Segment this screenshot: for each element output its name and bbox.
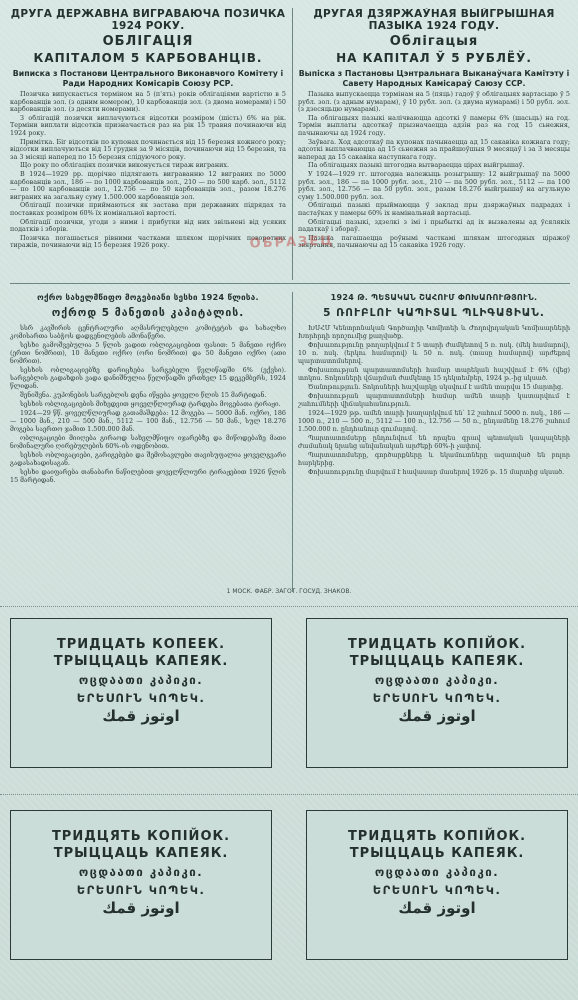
armenian-paragraph: Պարտատոմսերը, գործարքները և եկամուտները ազատված են բոլոր հարկերից. bbox=[298, 451, 570, 467]
georgian-terms bbox=[10, 324, 286, 484]
armenian-section bbox=[298, 292, 570, 592]
coupon-turkic: اوتوز قمك bbox=[102, 707, 180, 725]
georgian-paragraph: სესხი დაიფარება თანაბარი ნაწილებით ყოველწლიური ტირაჟებით 1926 წლის 15 მარტიდან. bbox=[10, 468, 286, 484]
armenian-title: 1924 Թ. ՊԵՏԱԿԱՆ ՇԱՀՈՒՄ ՓՈԽԱՌՈՒԹՅՈՒՆ. bbox=[330, 293, 538, 302]
georgian-paragraph: სესხი გამოშვებულია 5 წლის ვადით ობლიგაციებით ფასით: 5 მანეთი ოქრო (ერთი ნომრით), 10 მანეთი ოქრო (ორი ნომრით) და 50 მანეთი ოქრო (ათი ნომრით). bbox=[10, 341, 286, 365]
ukrainian-terms bbox=[10, 91, 286, 250]
specimen-stamp: ОБРАЗЕЦ bbox=[249, 233, 335, 252]
coupon-belarusian: ТРЫЦЦАЦЬ КАПЕЯК. bbox=[53, 654, 229, 669]
armenian-paragraph: Պարտատոմսերը ընդունվում են որպես գրավ պետական կապալների ժամանակ նրանց անվանական արժեքի 60%-ի չափով. bbox=[298, 434, 570, 450]
coupon-armenian: ԵՐԵՍՈՒՆ ԿՈՊԵԿ. bbox=[372, 883, 502, 897]
georgian-section bbox=[10, 292, 286, 592]
ukrainian-paragraph: Облігації позички, угоди з ними і прибутки від них звільнені від усяких податків і зборів. bbox=[10, 217, 286, 234]
georgian-paragraph: სესხის ობლიგაციები, გარიგებები და შემოსავლები თავისუფალია ყოველგვარი გადასახადისაგან. bbox=[10, 451, 286, 467]
coupon-ukrainian: ТРИДЦЯТЬ КОПІЙОК. bbox=[51, 829, 231, 844]
armenian-paragraph: Փոխառությունը թողարկվում է 5 տարի ժամկետով 5 ռ. ոսկ. (մեկ համարով), 10 ռ. ոսկ. (երկու համարով) և 50 ռ. ոսկ. (տասը համարով) արժեքով պարտատոմսերով. bbox=[298, 341, 570, 365]
coupon bbox=[10, 618, 272, 768]
coupon bbox=[10, 810, 272, 960]
ukrainian-title: ДРУГА ДЕРЖАВНА ВИГРАВАЮЧА ПОЗИЧКА 1924 РОКУ. bbox=[10, 8, 286, 32]
coupon-armenian: ԵՐԵՍՈՒՆ ԿՈՊԵԿ. bbox=[76, 691, 206, 705]
coupon-ukrainian: ТРИДЦЯТЬ КОПІЙОК. bbox=[347, 829, 527, 844]
perforation-line bbox=[0, 606, 578, 608]
georgian-amount: ოქროდ 5 მანეთის კაპიტალის. bbox=[51, 307, 245, 319]
ukrainian-paragraph: Що року по облігаціях позички виконується тираж виграних. bbox=[20, 161, 229, 170]
ukrainian-paragraph: З облігацій позички виплачуються відсотки розміром (шість) 6% на рік. Терміни виплати відсотків призначається раз на рік 15 травня починаючи від 1924 року. bbox=[10, 113, 286, 137]
ukrainian-amount: КАПІТАЛОМ 5 КАРБОВАНЦІВ. bbox=[33, 51, 263, 65]
belarusian-paragraph: Пазыка выпускаецца тэрмінам на 5 (пяць) гадоў ў облігацыях вартасьцю ў 5 рубл. зол. (з адным нумарам), ў 10 рубл. зол. (з двума нумарамі) і 50 рубл. зол. (з дзесяцьцю нумарамі). bbox=[298, 90, 570, 114]
ukrainian-paragraph: В 1924—1929 рр. щорічно підлягають виграванню 12 виграних по 5000 карбованців зол., 186 — по 1000 карбованців зол., 210 — по 500 карб. зол., 5112 — по 100 карбованців зол., 12.756 — по 50 карбованців зол., разом 18.276 виграних на загальну суму 1.500.000 карбованців зол. bbox=[10, 169, 286, 201]
belarusian-paragraph: Пазыка пагашаецца роўнымі часткамі шляхам штогодных ціражоў звяртання, пачынаючы ад 15 сакавіка 1926 году. bbox=[298, 233, 570, 250]
ukrainian-paragraph: Примітка. Біг відсотків по купонах починається від 15 березня кожного року; відсотки виплачуються від 15 грудня за 9 місяців, починаючи від 15 березня, та за 3 місяці наперед по 15 березня слідуючого року. bbox=[10, 137, 286, 161]
georgian-paragraph: სსრ კავშირის ცენტრალური აღმასრულებელი კომიტეტის და სახალხო კომისართა საბჭოს დადგენილების ამონაწერი. bbox=[10, 324, 286, 340]
coupon-georgian: ოცდაათი კაპიკი. bbox=[374, 673, 500, 687]
coupon-russian: ТРИДЦАТЬ КОПІЙОК. bbox=[347, 637, 527, 652]
georgian-paragraph: შენიშვნა. კუპონების სარგებლის დენა იწყება ყოველი წლის 15 მარტიდან. bbox=[20, 391, 267, 399]
belarusian-paragraph: Па облігацыях пазыкі штогодна вытвараецца цірах выйгрышаў. bbox=[308, 161, 525, 170]
coupon-turkic: اوتوز قمك bbox=[398, 707, 476, 725]
ukrainian-paragraph: Облігації позички приймаються як застава при державних підрядах та поставках розміром 60% їх номінальної вартості. bbox=[10, 201, 286, 217]
georgian-paragraph: 1924—29 წწ. ყოველწლიურად გათამაშდება: 12 მოგება — 5000 მან. ოქრო, 186 — 1000 მან., 210 — 500 მან., 5112 — 100 მან., 12.756 — 50 მან., სულ 18.276 მოგება საერთო ჯამით 1.500.000 მან. bbox=[10, 409, 286, 433]
coupon-turkic: اوتوز قمك bbox=[102, 899, 180, 917]
armenian-paragraph: Փոխառության պարտատոմսերի համար ամեն տարի կատարվում է շահումների վիճակահանություն. bbox=[298, 392, 570, 408]
armenian-paragraph: Ծանոթություն. Տոկոսների հաշվարկը սկսվում է ամեն տարվա 15 մարտից. bbox=[308, 383, 564, 391]
georgian-paragraph: ობლიგაციები მიიღება გირაოდ სახელმწიფო იჯარებზე და მიწოდებაზე მათი ნომინალური ღირებულების 60%-ის ოდენობით. bbox=[10, 434, 286, 450]
coupon-georgian: ოცდაათი კაპიკი. bbox=[374, 865, 500, 879]
belarusian-title: ДРУГАЯ ДЗЯРЖАЎНАЯ ВЫЙГРЫШНАЯ ПАЗЫКА 1924 ГОДУ. bbox=[313, 8, 555, 32]
coupon-georgian: ოცდაათი კაპიკი. bbox=[78, 673, 204, 687]
coupon-armenian: ԵՐԵՍՈՒՆ ԿՈՊԵԿ. bbox=[372, 691, 502, 705]
armenian-paragraph: ԽՍՀՄ Կենտրոնական Գործադիր Կոմիտեի և Ժողովրդական Կոմիսարների Խորհրդի որոշումից քաղվածք. bbox=[298, 324, 570, 340]
section-divider bbox=[10, 283, 570, 284]
coupon-georgian: ოცდაათი კაპიკი. bbox=[78, 865, 204, 879]
coupon-belarusian: ТРЫЦЦАЦЬ КАПЕЯК. bbox=[53, 846, 229, 861]
belarusian-terms bbox=[298, 91, 570, 250]
georgian-paragraph: სესხის ობლიგაციების მიხედვით ყოველწლიურად ტარდება მოგებათა ტირაჟი. bbox=[20, 400, 281, 408]
ukrainian-extract: Виписка з Постанови Центрального Виконавчого Комітету і Ради Народних Комісарів Союзу РСР. bbox=[12, 69, 284, 88]
armenian-paragraph: Փոխառության պարտատոմսերի համար տարեկան հաշվվում է 6% (վեց) տոկոս. Տոկոսների վճարման ժամկետը 15 դեկտեմբեր, 1924 թ.-ից սկսած. bbox=[298, 366, 570, 382]
ukrainian-paragraph: Позичка погашається рівними частками шляхом щорічних поворотних тиражів, починаючи від 15 березня 1926 року. bbox=[10, 233, 286, 250]
ukrainian-paragraph: Позичка випускається терміном на 5 (п'ять) років облігаціями вартістю в 5 карбованців зол. (з одним номером), 10 карбованців зол. (з двома номерами) і 50 карбованців зол. (з десяти номерами). bbox=[10, 90, 286, 114]
column-divider bbox=[292, 292, 293, 592]
armenian-terms bbox=[298, 324, 570, 476]
coupon-belarusian: ТРЫЦЦАЦЬ КАПЕЯК. bbox=[349, 654, 525, 669]
coupon-russian: ТРИДЦАТЬ КОПЕЕК. bbox=[56, 637, 226, 652]
belarusian-subtitle: Облігацыя bbox=[389, 34, 479, 49]
perforation-line bbox=[0, 794, 578, 796]
ukrainian-subtitle: ОБЛІГАЦІЯ bbox=[102, 34, 194, 49]
georgian-title: ოქრო სახელმწიფო მოგებიანი სესხი 1924 წლისა. bbox=[37, 293, 259, 302]
coupon bbox=[306, 618, 568, 768]
coupon-turkic: اوتوز قمك bbox=[398, 899, 476, 917]
armenian-amount: 5 ՌՈՒԲԼՈՒ ԿԱՊԻՏԱԼ ՊԼԻԳԱՑԻԱՆ. bbox=[323, 307, 545, 319]
printer-imprint: 1 МОСК. ФАБР. ЗАГОТ. ГОСУД. ЗНАКОВ. bbox=[226, 588, 352, 595]
coupon bbox=[306, 810, 568, 960]
coupon-belarusian: ТРЫЦЦАЦЬ КАПЕЯК. bbox=[349, 846, 525, 861]
armenian-paragraph: 1924—1929 թթ. ամեն տարի խաղարկվում են՝ 12 շահում 5000 ռ. ոսկ., 186 — 1000 ռ., 210 — 500 ռ., 5112 — 100 ռ., 12.756 — 50 ռ., ընդամենը 18.276 շահում 1.500.000 ռ. ընդհանուր գումարով. bbox=[298, 409, 570, 433]
georgian-paragraph: სესხის ობლიგაციებზე დარიცხება სარგებელი წელიწადში 6% (ექვსი). სარგებლის გადახდის ვადა დანიშნულია წელიწადში ერთხელ 15 დეკემბერს, 1924 წლიდან. bbox=[10, 366, 286, 390]
belarusian-paragraph: Облігацыі пазыкі, здзелкі з імі і прыбыткі ад іх вызвалены ад ўсялякіх падаткаў і збораў. bbox=[298, 217, 570, 234]
belarusian-paragraph: Облігацыі пазыкі прыймаюцца ў заклад пры дзяржаўных падрадах і пастаўках у памеры 60% іх намінальнай вартасьці. bbox=[298, 201, 570, 217]
belarusian-paragraph: Заўвага. Ход адсоткаў па купонах пачынаецца ад 15 сакавіка кожнага году; адсоткі выплачваюцца ад 15 сьнежня за прайшоўшыя 9 месяцаў і за 3 месяцы наперад да 15 сакавіка наступнага году. bbox=[298, 137, 570, 161]
armenian-paragraph: Փոխառությունը մարվում է հավասար մասերով 1926 թ. 15 մարտից սկսած. bbox=[308, 468, 565, 476]
belarusian-paragraph: Па облігацыях пазыкі налічваюцца адсоткі ў памеры 6% (шасьць) на год. Тэрмін выплаты адсоткаў прызначаецца адзін раз на год 15 сьнежня, пачынаючы ад 1924 году. bbox=[298, 113, 570, 137]
belarusian-amount: НА КАПІТАЛ Ў 5 РУБЛЁЎ. bbox=[336, 51, 532, 65]
belarusian-extract: Выпіска з Пастановы Цэнтральнага Выканаўчага Камітэту і Савету Народных Камісараў Саюзу ССР. bbox=[298, 69, 570, 88]
belarusian-paragraph: У 1924—1929 гг. штогодна належыць розыгрышу: 12 выйгрышаў па 5000 рубл. зол., 186 — па 1000 рубл. зол., 210 — па 500 рубл. зол., 5112 — па 100 рубл. зол., 12.756 — па 50 рубл. зол., разам 18.276 выйгрышаў на агульную суму 1.500.000 рубл. зол. bbox=[298, 169, 570, 201]
coupon-armenian: ԵՐԵՍՈՒՆ ԿՈՊԵԿ. bbox=[76, 883, 206, 897]
